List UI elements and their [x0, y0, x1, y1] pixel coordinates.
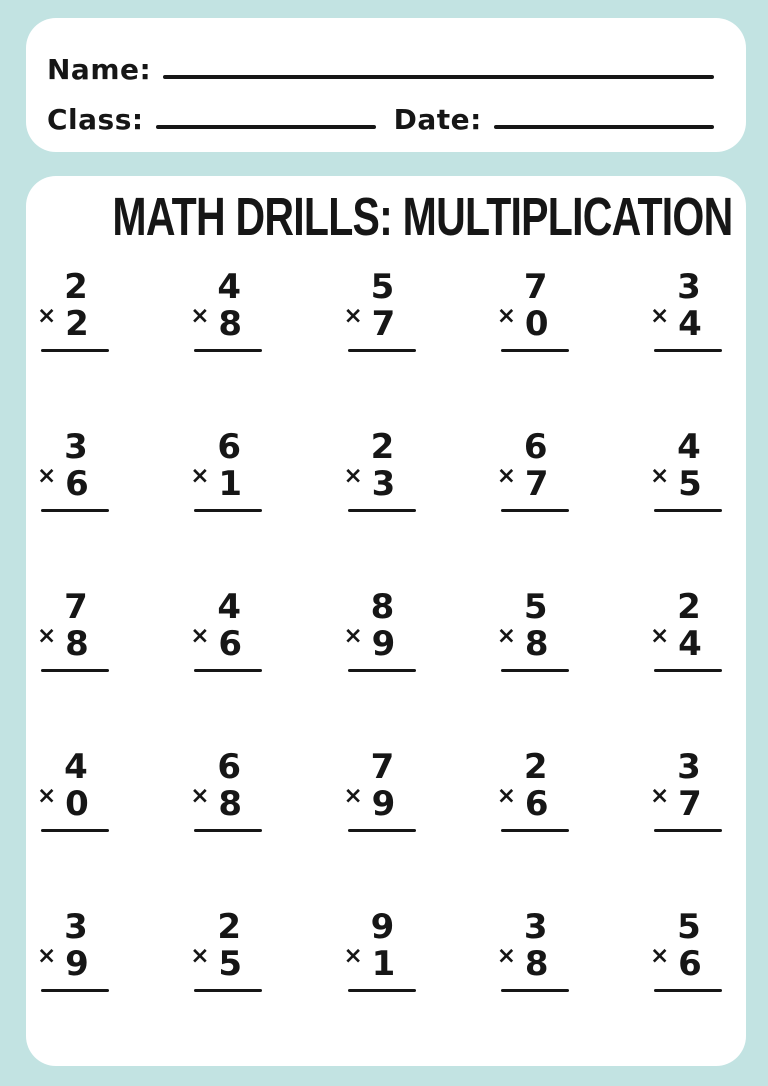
top-number: 8 — [370, 587, 395, 627]
problems-row — [26, 427, 746, 590]
answer-line[interactable] — [348, 509, 416, 512]
class-label: Class: — [47, 102, 144, 136]
multiplication-problem — [650, 587, 722, 750]
bottom-number: 0 — [65, 784, 89, 824]
multiply-icon: × — [650, 943, 670, 969]
multiplication-problem — [37, 427, 109, 590]
bottom-number: 3 — [371, 464, 396, 504]
answer-line[interactable] — [41, 669, 109, 672]
multiplication-problem — [37, 267, 109, 430]
date-label: Date: — [393, 102, 482, 136]
multiply-icon: × — [37, 783, 57, 809]
problems-row — [26, 267, 746, 430]
multiply-icon: × — [496, 783, 517, 809]
answer-line[interactable] — [194, 349, 262, 352]
bottom-row — [37, 623, 109, 664]
top-number: 3 — [64, 907, 88, 947]
multiply-icon: × — [496, 463, 517, 489]
top-number: 2 — [523, 747, 548, 787]
multiply-icon: × — [190, 303, 210, 329]
multiply-icon: × — [37, 943, 57, 969]
multiplication-problem — [190, 747, 262, 910]
multiply-icon: × — [343, 463, 363, 489]
multiply-icon: × — [650, 303, 670, 329]
answer-line[interactable] — [194, 669, 262, 672]
bottom-row — [343, 943, 416, 984]
top-number: 3 — [64, 427, 88, 467]
multiplication-problem — [37, 747, 109, 910]
name-write-line[interactable] — [163, 75, 714, 79]
multiply-icon: × — [190, 943, 210, 969]
bottom-number: 8 — [218, 784, 243, 824]
top-number: 2 — [217, 907, 242, 947]
top-number: 3 — [523, 907, 548, 947]
multiply-icon: × — [190, 463, 210, 489]
multiply-icon: × — [343, 623, 363, 649]
answer-line[interactable] — [348, 669, 416, 672]
multiplication-problem — [496, 267, 569, 430]
bottom-row — [496, 623, 569, 664]
top-number: 3 — [677, 747, 701, 787]
problems-row — [26, 907, 746, 1070]
bottom-row — [37, 463, 109, 504]
multiplication-problem — [650, 747, 722, 910]
bottom-row — [650, 623, 722, 664]
bottom-row — [343, 303, 416, 344]
multiplication-problem — [650, 907, 722, 1070]
bottom-number: 6 — [218, 624, 243, 664]
top-number: 2 — [370, 427, 395, 467]
top-number: 4 — [64, 747, 88, 787]
bottom-row — [37, 783, 109, 824]
multiply-icon: × — [650, 783, 670, 809]
multiplication-problem — [190, 267, 262, 430]
top-number: 5 — [677, 907, 701, 947]
multiplication-problem — [190, 427, 262, 590]
multiply-icon: × — [37, 623, 57, 649]
name-row — [47, 42, 716, 86]
answer-line[interactable] — [654, 989, 722, 992]
bottom-number: 8 — [65, 624, 89, 664]
top-number: 4 — [217, 267, 242, 307]
answer-line[interactable] — [501, 989, 569, 992]
bottom-number: 9 — [65, 944, 89, 984]
bottom-number: 5 — [218, 944, 243, 984]
multiplication-problem — [650, 267, 722, 430]
multiply-icon: × — [496, 303, 517, 329]
multiply-icon: × — [343, 783, 363, 809]
bottom-number: 6 — [65, 464, 89, 504]
top-number: 2 — [677, 587, 701, 627]
multiplication-problem — [37, 587, 109, 750]
answer-line[interactable] — [654, 349, 722, 352]
answer-line[interactable] — [501, 349, 569, 352]
answer-line[interactable] — [501, 829, 569, 832]
top-number: 4 — [677, 427, 701, 467]
answer-line[interactable] — [348, 829, 416, 832]
top-number: 4 — [217, 587, 242, 627]
bottom-row — [650, 463, 722, 504]
problems-row — [26, 747, 746, 910]
multiplication-problem — [496, 747, 569, 910]
multiply-icon: × — [37, 303, 57, 329]
answer-line[interactable] — [348, 349, 416, 352]
multiply-icon: × — [343, 943, 363, 969]
multiply-icon: × — [343, 303, 363, 329]
multiplication-problem — [37, 907, 109, 1070]
worksheet-title: MATH DRILLS: MULTIPLICATION — [112, 187, 733, 247]
multiply-icon: × — [190, 623, 210, 649]
bottom-number: 7 — [371, 304, 396, 344]
multiplication-problem — [650, 427, 722, 590]
multiply-icon: × — [190, 783, 210, 809]
answer-line[interactable] — [654, 509, 722, 512]
multiplication-problem — [343, 587, 416, 750]
answer-line[interactable] — [41, 829, 109, 832]
bottom-row — [650, 783, 722, 824]
multiplication-problem — [496, 587, 569, 750]
multiply-icon: × — [496, 943, 517, 969]
multiplication-problem — [343, 907, 416, 1070]
multiply-icon: × — [650, 463, 670, 489]
bottom-number: 7 — [678, 784, 702, 824]
top-number: 6 — [217, 747, 242, 787]
bottom-row — [343, 623, 416, 664]
answer-line[interactable] — [501, 669, 569, 672]
class-date-row — [47, 92, 716, 136]
problems-grid — [26, 267, 746, 1070]
top-number: 7 — [370, 747, 395, 787]
multiply-icon: × — [650, 623, 670, 649]
answer-line[interactable] — [41, 349, 109, 352]
multiplication-problem — [343, 267, 416, 430]
bottom-number: 2 — [65, 304, 89, 344]
bottom-row — [190, 463, 262, 504]
bottom-number: 8 — [524, 944, 549, 984]
top-number: 3 — [677, 267, 701, 307]
bottom-number: 4 — [678, 304, 702, 344]
answer-line[interactable] — [194, 509, 262, 512]
bottom-number: 5 — [678, 464, 702, 504]
bottom-number: 1 — [371, 944, 396, 984]
student-info-card — [26, 18, 746, 152]
bottom-row — [190, 623, 262, 664]
bottom-number: 6 — [678, 944, 702, 984]
multiplication-problem — [343, 747, 416, 910]
bottom-row — [650, 303, 722, 344]
date-write-line[interactable] — [494, 125, 714, 129]
bottom-number: 8 — [218, 304, 243, 344]
multiply-icon: × — [496, 623, 517, 649]
bottom-number: 4 — [678, 624, 702, 664]
bottom-row — [190, 943, 262, 984]
top-number: 5 — [370, 267, 395, 307]
top-number: 6 — [217, 427, 242, 467]
multiply-icon: × — [37, 463, 57, 489]
answer-line[interactable] — [41, 509, 109, 512]
bottom-row — [496, 943, 569, 984]
bottom-row — [343, 463, 416, 504]
bottom-number: 0 — [524, 304, 549, 344]
multiplication-problem — [190, 907, 262, 1070]
bottom-number: 7 — [524, 464, 549, 504]
worksheet-card — [26, 176, 746, 1066]
bottom-number: 6 — [524, 784, 549, 824]
answer-line[interactable] — [41, 989, 109, 992]
bottom-row — [37, 303, 109, 344]
bottom-row — [37, 943, 109, 984]
answer-line[interactable] — [194, 989, 262, 992]
bottom-row — [190, 783, 262, 824]
multiplication-problem — [496, 907, 569, 1070]
multiplication-problem — [343, 427, 416, 590]
bottom-number: 9 — [371, 624, 396, 664]
bottom-row — [496, 303, 569, 344]
bottom-row — [650, 943, 722, 984]
bottom-number: 9 — [371, 784, 396, 824]
problems-row — [26, 587, 746, 750]
answer-line[interactable] — [654, 669, 722, 672]
top-number: 9 — [370, 907, 395, 947]
top-number: 7 — [523, 267, 548, 307]
bottom-row — [496, 463, 569, 504]
bottom-row — [343, 783, 416, 824]
name-label: Name: — [47, 52, 152, 86]
top-number: 6 — [523, 427, 548, 467]
answer-line[interactable] — [654, 829, 722, 832]
multiplication-problem — [190, 587, 262, 750]
answer-line[interactable] — [501, 509, 569, 512]
bottom-number: 1 — [218, 464, 243, 504]
top-number: 2 — [64, 267, 88, 307]
multiplication-problem — [496, 427, 569, 590]
bottom-number: 8 — [524, 624, 549, 664]
answer-line[interactable] — [194, 829, 262, 832]
top-number: 7 — [64, 587, 88, 627]
bottom-row — [190, 303, 262, 344]
top-number: 5 — [523, 587, 548, 627]
bottom-row — [496, 783, 569, 824]
class-write-line[interactable] — [156, 125, 376, 129]
answer-line[interactable] — [348, 989, 416, 992]
